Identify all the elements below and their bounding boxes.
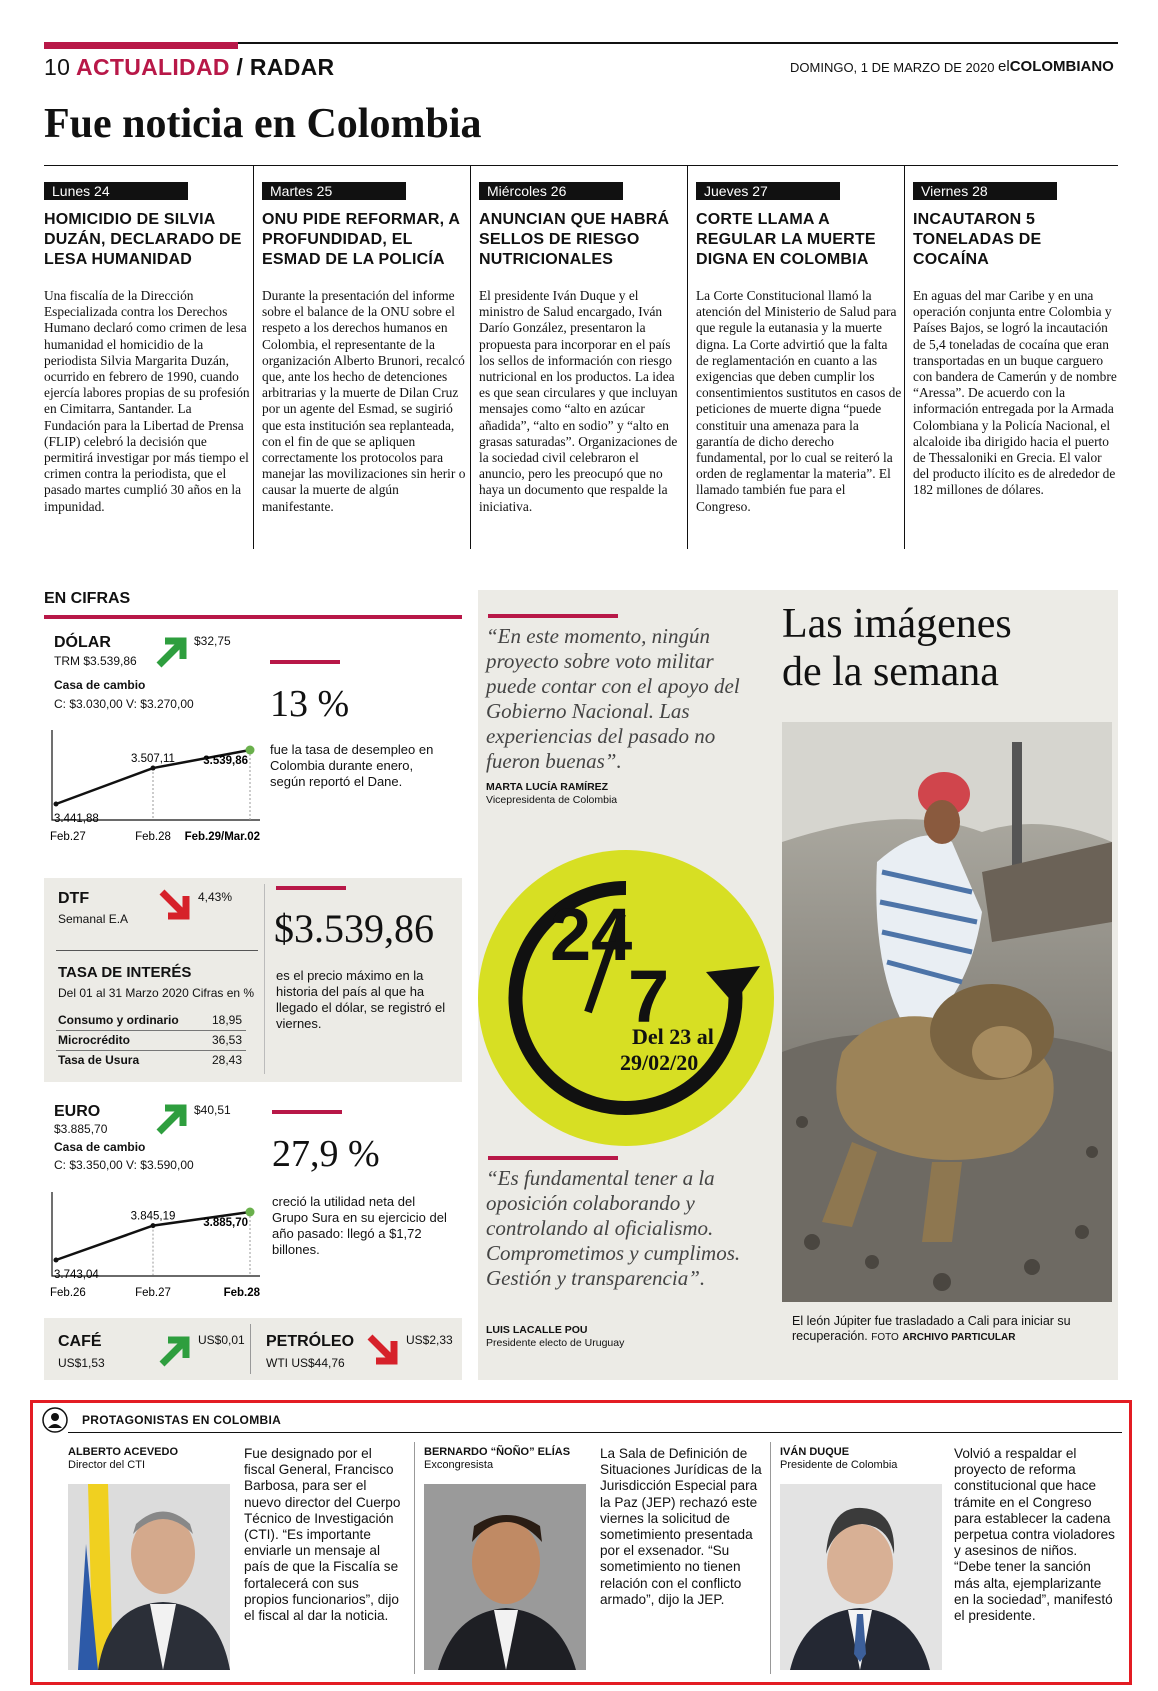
divider: [264, 884, 265, 1074]
column-divider: [770, 1442, 771, 1674]
euro-chart-point: [151, 1223, 156, 1228]
day-label: Martes 25: [262, 182, 406, 200]
euro-chart-x-tick: Feb.28: [223, 1287, 260, 1299]
day-column: [696, 166, 902, 549]
dolar-chart-x-tick: Feb.28: [135, 831, 171, 843]
stat-big: 13 %: [270, 683, 350, 725]
euro-chart-axis: [52, 1192, 260, 1276]
petroleo-change: US$2,33: [406, 1333, 453, 1347]
column-divider: [470, 166, 471, 549]
dolar-trm: TRM $3.539,86: [54, 654, 137, 668]
person-role: Presidente de Colombia: [780, 1459, 898, 1471]
divider: [56, 950, 258, 951]
person-name: ALBERTO ACEVEDO: [68, 1446, 179, 1458]
arrow-up-icon: [155, 1102, 189, 1136]
stat-text: creció la utilidad neta del Grupo Sura en su ejercicio del año pasado: llegó a $1,72 billones.: [272, 1194, 447, 1257]
dtf-name: DTF: [58, 890, 90, 907]
column-divider: [253, 166, 254, 549]
subsection-name[interactable]: / RADAR: [236, 54, 335, 80]
column-divider: [414, 1442, 415, 1674]
person-name: BERNARDO “ÑOÑO” ELÍAS: [424, 1446, 571, 1458]
quote-name: LUIS LACALLE POU: [486, 1324, 588, 1336]
day-column: [44, 166, 250, 549]
quote-rule: [488, 614, 618, 618]
euro-change: $40,51: [194, 1103, 231, 1117]
divider: [250, 1324, 251, 1374]
dolar-casa-values: C: $3.030,00 V: $3.270,00: [54, 697, 194, 711]
person-role: Director del CTI: [68, 1459, 146, 1471]
section-header: [44, 54, 334, 81]
day-body: La Corte Constitucional llamó la atención del Ministerio de Salud para que regule la eutanasia y la muerte digna. La Corte advirtió que la falta de reglamentación en cuanto a las exigencias que deben cumplir los consentimientos sustitutos en casos de peticiones de muerte digna “puede constituir una amenaza para la garantía de dicho derecho fundamental, por lo cual se reiteró la orden de reglamentar la materia”. El llamado también fue para el Congreso.: [696, 288, 902, 514]
day-title[interactable]: CORTE LLAMA A REGULAR LA MUERTE DIGNA EN COLOMBIA: [696, 211, 876, 268]
tasa-row-label: Tasa de Usura: [58, 1053, 140, 1067]
tasa-row-label: Microcrédito: [58, 1033, 131, 1047]
euro-chart-x-tick: Feb.26: [50, 1287, 86, 1299]
divider: [68, 1432, 1122, 1433]
day-title[interactable]: ONU PIDE REFORMAR, A PROFUNDIDAD, EL ESMAD DE LA POLICÍA: [262, 211, 460, 268]
tasa-row-value: 36,53: [212, 1033, 243, 1047]
stat-rule: [272, 1110, 342, 1114]
quote-role: Presidente electo de Uruguay: [486, 1337, 625, 1349]
divider: [56, 1050, 246, 1051]
quote-text: “Es fundamental tener a la oposición colaborando y controlando al oficialismo. Comprometimos y cumplimos. Gestión y transparencia”.: [486, 1166, 741, 1290]
euro-casa-values: C: $3.350,00 V: $3.590,00: [54, 1158, 194, 1172]
lion-photo[interactable]: [782, 722, 1112, 1302]
person-icon: [42, 1407, 68, 1433]
dolar-chart-data-label: 3.507,11: [131, 753, 175, 766]
day-body: En aguas del mar Caribe y en una operación conjunta entre Colombia y Países Bajos, se logró la incautación de 5,4 toneladas de cocaína que eran transportadas en un buque carguero con bandera de Camerún y de nombre “Aressa”. De acuerdo con la información entregada por la Armada Colombiana y la Policía Nacional, el alcaloide iba dirigido hacia el puerto de Thessaloniki en Grecia. El valor del producto ilícito es de alrededor de 182 millones de dólares.: [913, 288, 1117, 498]
brand-logo[interactable]: elCOLOMBIANO: [998, 58, 1114, 75]
stat-rule: [276, 886, 346, 890]
petroleo-name: PETRÓLEO: [266, 1333, 355, 1350]
day-column: [262, 166, 468, 549]
dolar-chart: [50, 712, 262, 848]
dolar-chart-point: [54, 802, 59, 807]
stat-rule: [270, 660, 340, 664]
dolar-chart-x-tick: Feb.29/Mar.02: [184, 831, 260, 843]
tasa-row-value: 28,43: [212, 1053, 243, 1067]
day-body: Durante la presentación del informe sobre el balance de la ONU sobre el respeto a los derechos humanos en Colombia, el representante de la organización Alberto Brunori, recalcó que, ante los hecho de detenciones arbitrarias y la muerte de Dilan Cruz por un agente del Esmad, se sugirió que esta institución sea replanteada, con el fin de que se apliquen correctamente los protocolos para manejar las movilizaciones sin herir o causar la muerte de algún manifestante.: [262, 288, 466, 514]
dolar-change: $32,75: [194, 634, 231, 648]
dateline: DOMINGO, 1 DE MARZO DE 2020: [790, 60, 995, 75]
quote-name: MARTA LUCÍA RAMÍREZ: [486, 781, 609, 793]
quote-rule: [488, 1156, 618, 1160]
divider: [56, 1030, 246, 1031]
tasa-row-value: 18,95: [212, 1013, 243, 1027]
tasa-title: TASA DE INTERÉS: [58, 964, 192, 981]
dolar-casa-label: Casa de cambio: [54, 678, 146, 692]
person-text: Fue designado por el fiscal General, Francisco Barbosa, para ser el nuevo director del Cuerpo Técnico de Investigación (CTI). “Es importante enviarle un mensaje al país de que la Fiscalía se fortalecerá con sus propios funcionarios”, dijo el fiscal al dar la noticia.: [244, 1446, 401, 1624]
dolar-chart-data-label: 3.539,86: [203, 755, 248, 767]
day-title[interactable]: HOMICIDIO DE SILVIA DUZÁN, DECLARADO DE LESA HUMANIDAD: [44, 211, 242, 268]
day-column: [913, 166, 1119, 549]
dolar-chart-axis: [52, 730, 260, 820]
euro-chart: [50, 1174, 262, 1304]
euro-name: EURO: [54, 1103, 101, 1120]
top-rule-accent: [44, 42, 238, 49]
day-label: Lunes 24: [44, 182, 188, 200]
badge-big-b: 7: [628, 955, 670, 1038]
euro-chart-data-label: 3.845,19: [130, 1210, 176, 1223]
day-label: Viernes 28: [913, 182, 1057, 200]
arrow-down-icon: [158, 888, 192, 922]
dolar-chart-data-label: 3.441,88: [54, 813, 99, 825]
person-text: La Sala de Definición de Situaciones Jurídicas de la Jurisdicción Especial para la Paz (JEP) rechazó este viernes la solicitud de sometimiento presentada por el exsenador. “Su sometimiento no tienen relación con el conflicto armado”, dijo la JEP.: [600, 1446, 762, 1607]
person-text: Volvió a respaldar el proyecto de reforma constitucional que hace trámite en el Congreso para establecer la cadena perpetua contra violadores y asesinos de niños. “Debe tener la sanción más alta, ejemplarizante en la sociedad”, manifestó el presidente.: [954, 1446, 1115, 1624]
euro-casa-label: Casa de cambio: [54, 1140, 146, 1154]
dolar-name: DÓLAR: [54, 634, 111, 651]
dolar-chart-x-tick: Feb.27: [50, 831, 86, 843]
quote-text: “En este momento, ningún proyecto sobre voto militar puede contar con el apoyo del Gobierno Nacional. Las experiencias del pasado no fueron buenas”.: [486, 624, 740, 773]
stat-big: $3.539,86: [274, 906, 434, 951]
dtf-change: 4,43%: [198, 890, 233, 904]
section-name[interactable]: ACTUALIDAD: [76, 54, 230, 80]
petroleo-value: WTI US$44,76: [266, 1356, 345, 1370]
avatar: [780, 1484, 942, 1670]
dolar-chart-point: [246, 746, 255, 755]
stat-text: fue la tasa de desempleo en Colombia durante enero, según reportó el Dane.: [270, 742, 434, 789]
photo-caption: El león Júpiter fue trasladado a Cali para iniciar su recuperación. FOTO ARCHIVO PARTICULAR: [792, 1314, 1071, 1343]
euro-chart-point: [246, 1208, 255, 1217]
stat-big: 27,9 %: [272, 1133, 380, 1175]
stat-text: es el precio máximo en la historia del país al que ha llegado el dólar, se registró el viernes.: [276, 968, 446, 1031]
imagenes-title: Las imágenes de la semana: [782, 601, 1012, 695]
protagonistas-title: PROTAGONISTAS EN COLOMBIA: [82, 1413, 282, 1427]
euro-value: $3.885,70: [54, 1122, 108, 1136]
tasa-row-label: Consumo y ordinario: [58, 1013, 179, 1027]
person-role: Excongresista: [424, 1459, 494, 1471]
dolar-chart-point: [151, 766, 156, 771]
badge-line1: Del 23 al: [632, 1024, 714, 1049]
badge-line2: 29/02/20: [620, 1050, 699, 1075]
cifras-title: EN CIFRAS: [44, 590, 131, 607]
day-body: El presidente Iván Duque y el ministro de Salud encargado, Iván Darío González, presentaron la propuesta para incorporar en el país los sellos de información con riesgo nutricional en los productos. La idea es que sean circulares y que incluyan mensajes como “alto en azúcar añadida”, “alto en sodio” y “alto en grasas saturadas”. Organizaciones de la sociedad civil celebraron el anuncio, pero les preocupó que no haya un documento que respalde la iniciativa.: [479, 288, 678, 514]
euro-chart-data-label: 3.743,04: [54, 1269, 99, 1281]
euro-chart-data-label: 3.885,70: [203, 1217, 248, 1229]
euro-chart-x-tick: Feb.27: [135, 1287, 171, 1299]
arrow-up-icon: [158, 1334, 192, 1368]
dtf-sub: Semanal E.A: [58, 912, 129, 926]
cafe-value: US$1,53: [58, 1356, 105, 1370]
day-title[interactable]: INCAUTARON 5 TONELADAS DE COCAÍNA: [913, 211, 1042, 268]
arrow-down-icon: [366, 1333, 400, 1367]
euro-chart-point: [54, 1258, 59, 1263]
page-number: 10: [44, 54, 71, 80]
day-body: Una fiscalía de la Dirección Especializada contra los Derechos Humano declaró como crimen de lesa humanidad el homicidio de la periodista Silvia Margarita Duzán, ocurrido en febrero de 1990, cuando ejercía labores propias de su profesión en Cimitarra, Santander. La Fundación para la Libertad de Prensa (FLIP) celebró la decisión que permitirá investigar por más tiempo el crimen contra la periodista, que el pasado martes cumplió 30 años en la impunidad.: [44, 288, 250, 514]
day-column: [479, 166, 685, 549]
cafe-name: CAFÉ: [58, 1333, 102, 1350]
arrow-up-icon: [155, 635, 189, 669]
cifras-rule: [44, 615, 462, 619]
cafe-change: US$0,01: [198, 1333, 245, 1347]
person-name: IVÁN DUQUE: [780, 1446, 850, 1458]
avatar: [68, 1484, 230, 1670]
day-title[interactable]: ANUNCIAN QUE HABRÁ SELLOS DE RIESGO NUTRICIONALES: [479, 211, 670, 268]
day-label: Jueves 27: [696, 182, 840, 200]
tasa-sub: Del 01 al 31 Marzo 2020 Cifras en %: [58, 986, 255, 1000]
avatar: [424, 1484, 586, 1670]
page-headline: Fue noticia en Colombia: [44, 101, 482, 147]
quote-role: Vicepresidenta de Colombia: [486, 794, 618, 806]
day-label: Miércoles 26: [479, 182, 623, 200]
column-divider: [687, 166, 688, 549]
badge-big-a: 24: [550, 893, 633, 976]
column-divider: [904, 166, 905, 549]
